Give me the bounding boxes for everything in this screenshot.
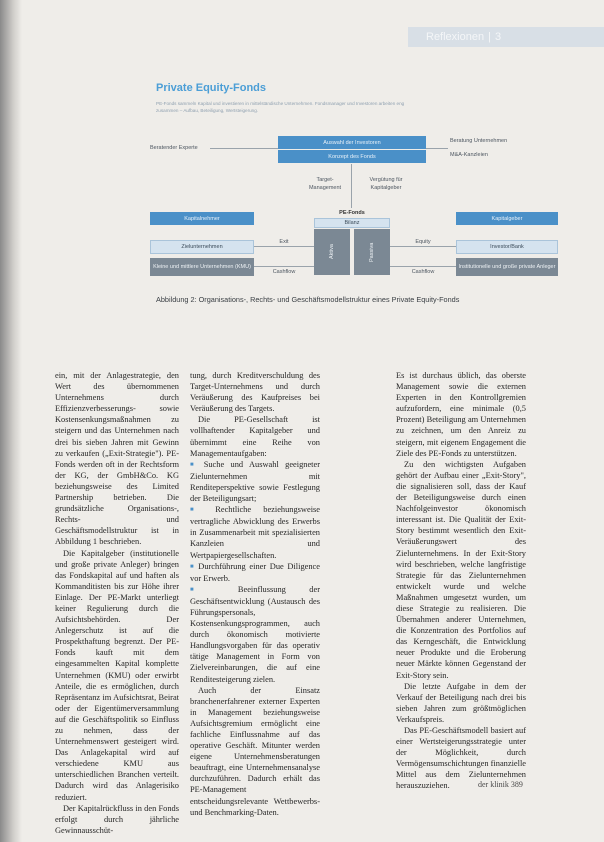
paragraph: Die PE-Gesellschaft ist vollhaftender Kapitalgeber und übernimmt eine Reihe von Managementaufgaben: — [190, 415, 320, 458]
arrow-equity-line — [390, 246, 456, 247]
top-box-concept: Konzept des Fonds — [278, 150, 426, 163]
bullet-item: ■ Suche und Auswahl geeigneter Zielunternehmen mit Renditeperspektive sowie Festlegung der Beteiligungsart; — [190, 459, 320, 504]
label-consulting: Beratung Unternehmen — [450, 138, 508, 144]
running-header — [408, 27, 604, 47]
fonds-title: PE-Fonds — [339, 209, 365, 216]
left-sme: Kleine und mittlere Unternehmen (KMU) — [150, 258, 254, 276]
label-law-firms: M&A-Kanzleien — [450, 152, 488, 158]
header-marker: 3 — [494, 31, 502, 43]
paragraph: Die letzte Aufgabe in dem der Verkauf der Beteiligung nach drei bis sieben Jahren zum größtmöglichen Verkaufspreis. — [396, 681, 526, 724]
text-column-1 — [55, 370, 179, 836]
header-section: Reflexionen — [426, 31, 485, 43]
paragraph: Zu den wichtigsten Aufgaben gehört der Aufbau einer „Exit-Story", die signalisieren soll, dass der Kauf der Beteiligungsweise durch einen Nachfolgeinvestor ökonomisch interessant ist. Die Qualität der Exit-Story bestimmt wesentlich den Exit-Veräußerungswert des Zielunternehmens. In der Exit-Story wird beschrieben, welche langfristige Strategie für das Zielunternehmen entwickelt wurde und welche Maßnahmen umgesetzt wurden, um diese Strategie zu realisieren. Die Übernahmen anderer Unternehmen, die Konzentration des Portfolios auf das Kerngeschäft, die Entwicklung neuer Produkte und die Eroberung neuer Märkte können Gegenstand der Exit-Story sein. — [396, 459, 526, 680]
fonds-balance-header: Bilanz — [314, 218, 390, 228]
connector-left — [210, 148, 278, 149]
arrow-cashflow-right-label: Cashflow — [411, 269, 435, 275]
paragraph: Der Kapitalrückfluss in den Fonds erfolgt durch jährliche Gewinnausschüt- — [55, 803, 179, 835]
text-column-3 — [396, 370, 526, 792]
right-capital-providers: Kapitalgeber — [456, 212, 558, 225]
bullet-item: ■ Rechtliche beziehungsweise vertragliche Abwicklung des Erwerbs in Zusammenarbeit mit spezialisierten Kanzleien und Wertpapiergesellschaften. — [190, 504, 320, 560]
bullet-item: ■ Beeinflussung der Geschäftsentwicklung (Austausch des Führungspersonals, Kostensenkungsprogrammen, auch durch ökonomisch motivierte Handlungsvorgaben für das operativ tätige Management in Form von Zielvereinbarungen, die auf eine Renditesteigerung zielen. — [190, 584, 320, 685]
left-target-companies: Zielunternehmen — [150, 240, 254, 254]
bullet-item: ■ Durchführung einer Due Diligence vor Erwerb. — [190, 561, 320, 584]
page-gutter-shadow — [0, 0, 22, 842]
figure-title: Private Equity-Fonds — [156, 82, 267, 94]
connector-right — [426, 148, 448, 149]
page-footer: der klinik 389 — [478, 780, 523, 789]
label-management: Management — [308, 185, 342, 191]
header-divider: | — [488, 31, 491, 43]
arrow-cashflow-right-line — [390, 266, 456, 267]
arrow-exit-line — [254, 246, 314, 247]
connector-vertical — [351, 164, 352, 208]
fonds-assets: Aktiva — [314, 229, 350, 275]
text-column-2 — [190, 370, 320, 818]
label-fee: Vergütung für — [369, 177, 403, 183]
paragraph: Auch der Einsatz branchenerfahrener externer Experten in Management beziehungsweise Aufsichtsgremium ermöglicht eine fachliche Einflussnahme auf das operative Geschäft. Mitunter werden eigene Unternehmensberatungen beauftragt, eine Unternehmensanalyse durchzuführen. Dadurch erhält das PE-Management entscheidungsrelevante Wettbewerbs- und Benchmarking-Daten. — [190, 685, 320, 817]
top-box-investors: Auswahl der Investoren — [278, 136, 426, 149]
paragraph: ein, mit der Anlagestrategie, den Wert des übernommenen Unternehmens durch Effizienzverbesserungs- sowie Kostensenkungsmaßnahmen zu steigern und das Unternehmen nach drei bis sieben Jahren mit Gewinn zu verkaufen („Exit-Strategie"). PE-Fonds werden oft in der Rechtsform der KG, der GmbH&Co. KG beziehungsweise des Limited Partnership betrieben. Die grundsätzliche Organisations-, Rechts- und Geschäftsmodellstruktur ist in Abbildung 1 beschrieben. — [55, 371, 179, 547]
right-investor-bank: Investor/Bank — [456, 240, 558, 254]
org-diagram — [150, 128, 558, 290]
fonds-liabilities: Passiva — [354, 229, 390, 275]
paragraph: Das PE-Geschäftsmodell basiert auf einer Wertsteigerungsstrategie unter der Möglichkeit, durch Vermögensumschichtungen finanzielle Mittel aus dem Zielunternehmen herauszuziehen. — [396, 726, 527, 791]
label-investors-fee: Kapitalgeber — [370, 185, 402, 191]
paragraph: tung, durch Kreditverschuldung des Target-Unternehmens und durch Veräußerung des Kaufpreises bei Veräußerung des Targets. — [190, 371, 320, 414]
arrow-cashflow-left-label: Cashflow — [272, 269, 296, 275]
figure-subtitle: PE-Fonds sammeln Kapital und investieren in mittelständische Unternehmen. Fondsmanager und Investoren arbeiten eng zusammen – Aufbau, Beteiligung, Wertsteigerung. — [156, 101, 405, 113]
arrow-exit-label: Exit — [279, 239, 289, 245]
arrow-cashflow-left-line — [254, 266, 314, 267]
figure-caption: Abbildung 2: Organisations-, Rechts- und Geschäftsmodellstruktur eines Private Equity-Fonds — [156, 295, 460, 304]
label-experts: Beratender Experte — [150, 145, 198, 151]
paragraph: Es ist durchaus üblich, das oberste Management sowie die externen Experten in den Kontrollgremien aufzufordern, eine minimale (0,5 Prozent) Beteiligung am Unternehmen zu zeichnen, um den Anreiz zu steigern, mit eigenem Engagement die Ziele des PE-Fonds zu unterstützen. — [396, 371, 526, 458]
arrow-equity-label: Equity — [415, 239, 431, 245]
label-target: Target- — [316, 177, 334, 183]
paragraph: Die Kapitalgeber (institutionelle und große private Anleger) bringen das Fondskapital auf und haften als Kommanditisten bis zur Höhe ihrer Einlage. Der PE-Markt unterliegt keiner Regulierung durch die Aufsichtsbehörden. Der Anlegerschutz ist auf die Prospekthaftung begrenzt. Der PE-Fonds kauft mit dem eingesammelten Kapital komplette Unternehmen (KMU) oder erwirbt Anteile, die es ermöglichen, durch Repräsentanz im Aufsichtsrat, Beirat oder der Eigentümerversammlung auf die Geschäftspolitik so Einfluss zu nehmen, dass der Unternehmenswert gesteigert wird. Das Anlagekapital wird auf verschiedene KMU aus unterschiedlichen Branchen verteilt. Dadurch wird das Anlagerisiko reduziert. — [55, 548, 179, 802]
left-capital-takers: Kapitalnehmer — [150, 212, 254, 225]
right-institutional: Institutionelle und große private Anleger — [456, 258, 558, 276]
